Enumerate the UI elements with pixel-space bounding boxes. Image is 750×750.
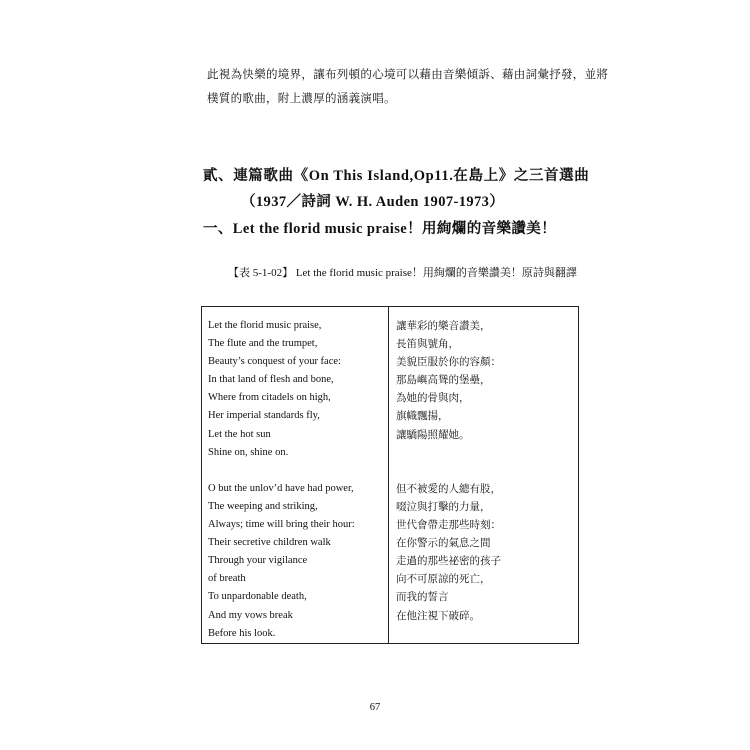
chinese-line: 讓華彩的樂音讚美， [396, 320, 491, 332]
section-heading-line-1: 貳、連篇歌曲《On This Island,Op11.在島上》之三首選曲 [203, 168, 590, 184]
english-line: And my vows break [208, 609, 293, 621]
english-line: The weeping and striking, [208, 500, 318, 512]
english-line: In that land of flesh and bone, [208, 374, 334, 386]
stanza-gap [396, 444, 501, 462]
english-line: Beauty’s conquest of your face: [208, 356, 341, 368]
chinese-line: 旗幟飄揚， [396, 410, 449, 423]
subsection-heading: 一、Let the florid music praise！用絢爛的音樂讚美！ [203, 221, 557, 237]
stanza-gap [396, 462, 501, 480]
chinese-line: 啜泣與打擊的力量， [396, 500, 491, 513]
chinese-line: 讓驕陽照耀她。 [396, 428, 470, 441]
english-column [208, 317, 355, 643]
english-line: The flute and the trumpet, [208, 338, 318, 350]
chinese-line: 那島嶼高聳的堡壘， [396, 374, 491, 387]
table-caption: 【表 5-1-02】 Let the florid music praise！用絢爛的音樂讚美！原詩與翻譯 [228, 267, 577, 279]
english-line: Shine on, shine on. [208, 446, 289, 458]
english-line: Their secretive children walk [208, 537, 331, 549]
intro-paragraph [207, 62, 607, 110]
english-line: Through your vigilance [208, 555, 308, 567]
english-line: O but the unlov’d have had power, [208, 482, 354, 494]
english-line: Let the hot sun [208, 428, 271, 440]
english-line: Always; time will bring their hour: [208, 519, 355, 531]
english-line: To unpardonable death, [208, 591, 307, 603]
chinese-line: 為她的骨與肉， [396, 392, 470, 405]
page-number: 67 [369, 702, 381, 713]
chinese-line: 長笛與號角， [396, 338, 459, 351]
english-line: Where from citadels on high, [208, 392, 331, 404]
intro-line-2: 樸質的歌曲，附上濃厚的涵義演唱。 [207, 91, 396, 105]
chinese-line: 走過的那些祕密的孩子 [396, 555, 501, 568]
intro-line-1: 此視為快樂的境界，讓布列頓的心境可以藉由音樂傾訴、藉由詞彙抒發，並將 [207, 67, 609, 81]
chinese-column [396, 317, 501, 625]
english-line: Her imperial standards fly, [208, 410, 320, 422]
chinese-line: 在他注視下破碎。 [396, 609, 480, 622]
chinese-line: 向不可原諒的死亡， [396, 573, 491, 586]
chinese-line: 世代會帶走那些時刻： [396, 519, 501, 532]
chinese-line: 而我的誓言 [396, 591, 449, 604]
stanza-gap [208, 462, 355, 480]
chinese-line: 但不被愛的人總有股， [396, 482, 501, 495]
section-heading-line-2: （1937／詩詞 W. H. Auden 1907-1973） [241, 194, 505, 210]
chinese-line: 在你警示的氣息之間 [396, 537, 491, 550]
chinese-line: 美貌臣服於你的容顏： [396, 356, 501, 369]
english-line: Let the florid music praise, [208, 320, 322, 331]
lyrics-table [201, 306, 579, 644]
column-divider [388, 307, 389, 643]
english-line: Before his look. [208, 627, 276, 639]
english-line: of breath [208, 573, 246, 585]
